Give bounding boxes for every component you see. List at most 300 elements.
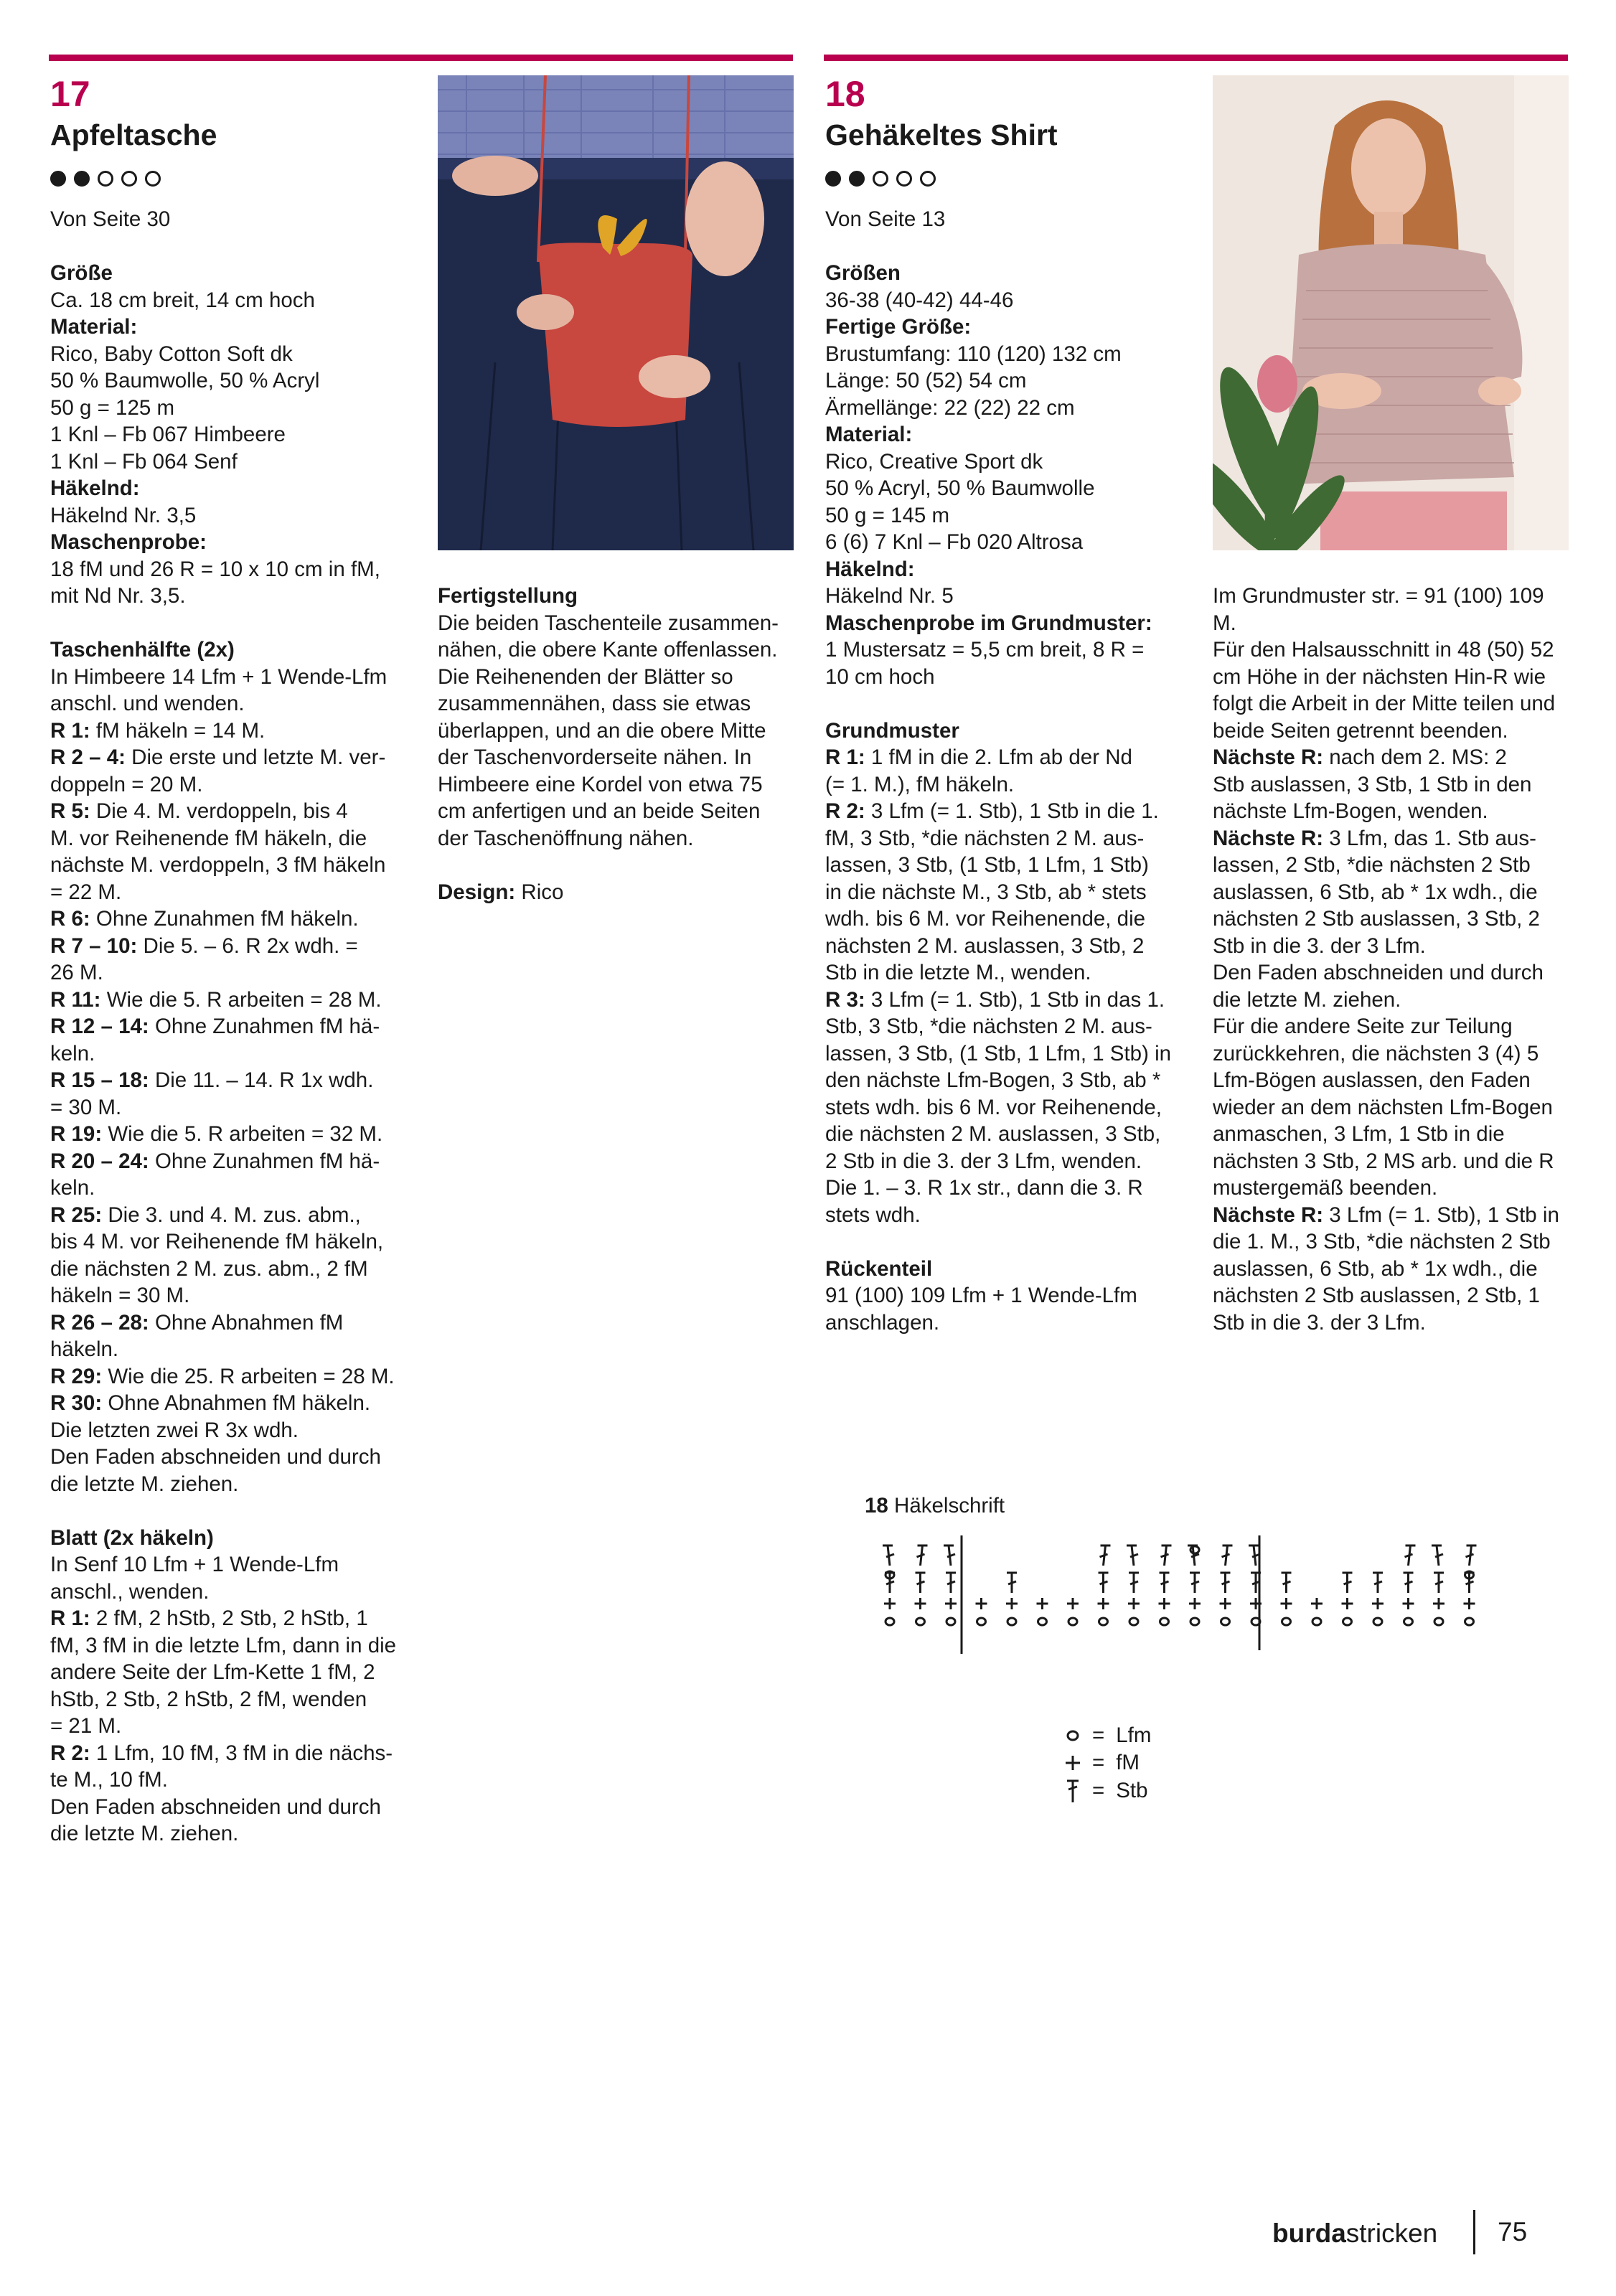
legend-eq: = xyxy=(1092,1723,1105,1747)
text-line xyxy=(50,529,396,556)
text-line xyxy=(438,583,779,610)
text-line xyxy=(50,1659,396,1686)
line-text: anschl., wenden. xyxy=(50,1579,210,1604)
text-line xyxy=(825,718,1171,745)
line-text: fM häkeln = 14 M. xyxy=(90,718,266,743)
pattern-title-left: Apfeltasche xyxy=(50,118,217,151)
line-text: Die 11. – 14. R 1x wdh. xyxy=(149,1068,374,1092)
bold-lead: R 6: xyxy=(50,907,90,931)
text-line xyxy=(1213,718,1559,745)
line-text: den nächste Lfm-Bogen, 3 Stb, ab * xyxy=(825,1068,1161,1092)
bag-photo-illustration xyxy=(438,75,794,550)
chain-stitch-symbol xyxy=(1007,1618,1016,1625)
chart-label-number: 18 xyxy=(865,1494,888,1518)
line-text: 2 Stb in die 3. der 3 Lfm, wenden. xyxy=(825,1149,1142,1173)
difficulty-dot-empty xyxy=(920,171,936,187)
line-text: Die Reihenenden der Blätter so xyxy=(438,664,733,689)
text-line xyxy=(825,1309,1171,1337)
line-text: 50 g = 145 m xyxy=(825,503,950,527)
line-text: 1 fM in die 2. Lfm ab der Nd xyxy=(865,745,1132,769)
line-text: cm Höhe in der nächsten Hin-R wie xyxy=(1213,664,1546,689)
text-line xyxy=(50,1471,396,1498)
line-text: = 21 M. xyxy=(50,1714,122,1738)
line-text: nächsten 2 M. auslassen, 3 Stb, 2 xyxy=(825,933,1145,958)
text-line xyxy=(50,260,396,287)
bold-lead: R 26 – 28: xyxy=(50,1310,149,1335)
chart-label xyxy=(865,1492,1005,1520)
single-crochet-icon xyxy=(1062,1752,1084,1774)
line-text: der Taschenvorderseite nähen. In xyxy=(438,745,752,769)
line-text: keln. xyxy=(50,1176,95,1200)
line-text: cm anfertigen und an beide Seiten xyxy=(438,799,761,823)
line-text: nächsten 2 Stb auslassen, 3 Stb, 2 xyxy=(1213,907,1540,931)
text-line xyxy=(50,798,396,825)
line-text: Ärmellänge: 22 (22) 22 cm xyxy=(825,395,1075,420)
line-text: nächsten 3 Stb, 2 MS arb. und die R xyxy=(1213,1149,1554,1173)
line-text: Die 4. M. verdoppeln, bis 4 xyxy=(90,799,348,823)
text-line xyxy=(825,879,1171,906)
accent-bar-left xyxy=(49,55,793,61)
double-crochet-symbol xyxy=(946,1573,956,1593)
bold-lead: R 20 – 24: xyxy=(50,1149,149,1173)
line-text: die nächsten 2 M. auslassen, 3 Stb, xyxy=(825,1122,1161,1146)
bold-lead: R 2: xyxy=(825,799,865,823)
crochet-chart xyxy=(861,1535,1493,1679)
shirt-photo xyxy=(1213,75,1569,550)
text-line xyxy=(1213,1309,1559,1337)
line-text: doppeln = 20 M. xyxy=(50,772,203,796)
difficulty-dot-empty xyxy=(145,171,161,187)
chain-stitch-symbol xyxy=(946,1618,955,1625)
text-line xyxy=(50,852,396,879)
line-text: = 22 M. xyxy=(50,880,122,904)
text-line xyxy=(438,798,779,825)
text-line xyxy=(50,1013,396,1040)
bold-lead: R 3: xyxy=(825,987,865,1012)
bold-lead: Nächste R: xyxy=(1213,1203,1324,1227)
text-line xyxy=(1213,879,1559,906)
line-text: häkeln. xyxy=(50,1337,119,1361)
text-line xyxy=(1213,583,1559,610)
page-number: 75 xyxy=(1498,2217,1528,2246)
double-crochet-symbol xyxy=(1099,1573,1109,1593)
bold-lead: R 11: xyxy=(50,987,101,1012)
bold-lead: Größen xyxy=(825,261,901,285)
line-text: Stb auslassen, 3 Stb, 1 Stb in den xyxy=(1213,772,1532,796)
text-line xyxy=(50,1417,396,1444)
line-text: mit Nd Nr. 3,5. xyxy=(50,584,186,608)
line-text: 50 g = 125 m xyxy=(50,395,175,420)
difficulty-dot-filled xyxy=(825,171,841,187)
text-line xyxy=(50,744,396,771)
difficulty-rating-left xyxy=(50,171,161,187)
text-line xyxy=(50,1578,396,1606)
line-text: Häkelnd Nr. 5 xyxy=(825,584,954,608)
line-text: zurückkehren, die nächsten 3 (4) 5 xyxy=(1213,1041,1539,1065)
text-line xyxy=(50,1632,396,1660)
bold-lead: Material: xyxy=(825,423,913,446)
single-crochet-symbol xyxy=(1342,1598,1353,1609)
line-text: Ca. 18 cm breit, 14 cm hoch xyxy=(50,288,315,312)
difficulty-dot-filled xyxy=(50,171,66,187)
line-text: Stb in die 3. der 3 Lfm. xyxy=(1213,933,1426,958)
line-text: überlappen, und an die obere Mitte xyxy=(438,718,766,743)
bold-lead: Häkelnd: xyxy=(825,557,915,581)
double-crochet-symbol xyxy=(917,1545,928,1566)
line-text: M. xyxy=(1213,611,1236,635)
text-line xyxy=(825,1175,1171,1202)
single-crochet-symbol xyxy=(884,1598,896,1609)
text-line xyxy=(50,583,396,610)
double-crochet-symbol xyxy=(944,1545,955,1566)
legend-row-dc xyxy=(1062,1778,1148,1804)
text-line xyxy=(438,771,779,799)
text-line xyxy=(825,260,1171,287)
bold-lead: Material: xyxy=(50,315,138,339)
bold-lead: Blatt (2x häkeln) xyxy=(50,1525,214,1550)
line-text: die letzte M. ziehen. xyxy=(50,1822,239,1845)
text-line xyxy=(825,1067,1171,1094)
line-text: folgt die Arbeit in der Mitte teilen und xyxy=(1213,692,1556,715)
line-text: lassen, 3 Stb, (1 Stb, 1 Lfm, 1 Stb) in xyxy=(825,1041,1172,1065)
line-text: Himbeere eine Kordel von etwa 75 xyxy=(438,772,763,796)
text-line xyxy=(825,1040,1171,1068)
text-line xyxy=(1213,744,1559,771)
bold-lead: Größe xyxy=(50,261,113,285)
text-line xyxy=(825,367,1171,395)
line-text: stets wdh. xyxy=(825,1203,921,1227)
line-text: nähen, die obere Kante offenlassen. xyxy=(438,638,778,662)
line-text: 10 cm hoch xyxy=(825,664,935,689)
double-crochet-symbol xyxy=(1434,1573,1444,1593)
line-text: 50 % Acryl, 50 % Baumwolle xyxy=(825,476,1095,500)
source-reference-left: Von Seite 30 xyxy=(50,207,171,231)
text-line xyxy=(50,367,396,395)
bold-lead: Taschenhälfte (2x) xyxy=(50,638,235,662)
chart-label-text: Häkelschrift xyxy=(894,1494,1005,1518)
single-crochet-symbol xyxy=(1067,1598,1079,1609)
single-crochet-symbol xyxy=(1403,1598,1414,1609)
bold-lead: Maschenprobe im Grundmuster: xyxy=(825,611,1152,635)
line-text: Die 3. und 4. M. zus. abm., xyxy=(102,1203,361,1227)
text-line xyxy=(50,1148,396,1175)
line-text: häkeln = 30 M. xyxy=(50,1284,190,1307)
line-text: Die erste und letzte M. ver- xyxy=(125,745,386,769)
single-crochet-symbol xyxy=(1128,1598,1140,1609)
text-line xyxy=(1213,825,1559,852)
text-line xyxy=(50,1794,396,1821)
line-text: wieder an dem nächsten Lfm-Bogen xyxy=(1213,1095,1553,1119)
text-line xyxy=(1213,1067,1559,1094)
chain-stitch-symbol xyxy=(977,1618,986,1625)
chain-stitch-symbol xyxy=(1190,1618,1199,1625)
text-line xyxy=(50,1525,396,1552)
bold-lead: R 1: xyxy=(825,745,865,769)
text-line xyxy=(825,771,1171,799)
text-line xyxy=(438,690,779,718)
line-text: 3 Lfm, das 1. Stb aus- xyxy=(1323,826,1536,850)
difficulty-dot-empty xyxy=(896,171,912,187)
text-line xyxy=(438,879,779,906)
text-line xyxy=(825,287,1171,314)
line-text: Den Faden abschneiden und durch xyxy=(1213,961,1544,984)
line-text: 26 M. xyxy=(50,961,103,984)
legend-eq: = xyxy=(1092,1779,1105,1802)
line-text: Stb in die letzte M., wenden. xyxy=(825,961,1091,984)
bold-lead: R 2: xyxy=(50,1741,90,1765)
text-line xyxy=(50,1094,396,1121)
text-line xyxy=(438,610,779,637)
line-text: 18 fM und 26 R = 10 x 10 cm in fM, xyxy=(50,557,380,581)
text-line xyxy=(825,502,1171,530)
line-text: 6 (6) 7 Knl – Fb 020 Altrosa xyxy=(825,530,1084,554)
text-line xyxy=(825,1228,1171,1256)
text-line xyxy=(825,1013,1171,1040)
text-line xyxy=(50,1740,396,1767)
difficulty-dot-filled xyxy=(849,171,865,187)
text-line xyxy=(825,987,1171,1014)
line-text: 36-38 (40-42) 44-46 xyxy=(825,288,1014,312)
legend-name: Stb xyxy=(1116,1779,1148,1802)
text-line xyxy=(825,744,1171,771)
instructions-column-3 xyxy=(825,260,1171,1336)
chain-stitch-symbol xyxy=(885,1618,894,1625)
line-text: In Senf 10 Lfm + 1 Wende-Lfm xyxy=(50,1553,339,1576)
double-crochet-icon xyxy=(1062,1778,1084,1804)
text-line xyxy=(1213,690,1559,718)
chain-stitch-symbol xyxy=(1434,1618,1443,1625)
line-text: Häkelnd Nr. 3,5 xyxy=(50,503,197,527)
line-text: die letzte M. ziehen. xyxy=(1213,987,1401,1012)
single-crochet-symbol xyxy=(1189,1598,1201,1609)
line-text: Ohne Abnahmen fM xyxy=(149,1310,344,1335)
text-line xyxy=(50,448,396,476)
bold-lead: R 15 – 18: xyxy=(50,1068,149,1092)
text-line xyxy=(50,314,396,341)
single-crochet-symbol xyxy=(945,1598,957,1609)
single-crochet-symbol xyxy=(1433,1598,1444,1609)
line-text: Rico, Creative Sport dk xyxy=(825,449,1043,474)
line-text: andere Seite der Lfm-Kette 1 fM, 2 xyxy=(50,1660,375,1684)
brand-bold: burda xyxy=(1272,2219,1346,2248)
line-text: die 1. M., 3 Stb, *die nächsten 2 Stb xyxy=(1213,1230,1551,1253)
difficulty-rating-right xyxy=(825,171,936,187)
line-text: Stb, 3 Stb, *die nächsten 2 M. aus- xyxy=(825,1015,1152,1038)
text-line xyxy=(50,987,396,1014)
line-text: nächste Lfm-Bogen, wenden. xyxy=(1213,799,1488,823)
text-line xyxy=(825,475,1171,502)
text-line xyxy=(825,448,1171,476)
legend-row-chain xyxy=(1062,1723,1151,1748)
line-text: die letzte M. ziehen. xyxy=(50,1472,239,1496)
legend-row-sc xyxy=(1062,1751,1140,1775)
text-line xyxy=(1213,1228,1559,1256)
bold-lead: R 19: xyxy=(50,1122,103,1146)
text-line xyxy=(1213,1202,1559,1229)
line-text: 1 Lfm, 10 fM, 3 fM in die nächs- xyxy=(90,1741,393,1765)
line-text: Ohne Abnahmen fM häkeln. xyxy=(102,1391,371,1415)
line-text: stets wdh. bis 6 M. vor Reihenende, xyxy=(825,1095,1162,1119)
single-crochet-symbol xyxy=(976,1598,987,1609)
text-line xyxy=(825,421,1171,448)
text-line xyxy=(50,1175,396,1202)
line-text: Länge: 50 (52) 54 cm xyxy=(825,369,1027,392)
text-line xyxy=(50,1228,396,1256)
chain-stitch-symbol xyxy=(1343,1618,1352,1625)
line-text: te M., 10 fM. xyxy=(50,1768,168,1792)
difficulty-dot-empty xyxy=(121,171,137,187)
text-line xyxy=(50,421,396,448)
double-crochet-symbol xyxy=(1404,1573,1414,1593)
double-crochet-symbol xyxy=(1405,1545,1416,1566)
text-line xyxy=(438,636,779,664)
double-crochet-symbol xyxy=(1100,1545,1111,1566)
pattern-number-right: 18 xyxy=(825,74,865,114)
double-crochet-symbol xyxy=(1190,1573,1200,1593)
line-text: keln. xyxy=(50,1041,95,1065)
bold-lead: R 7 – 10: xyxy=(50,933,138,958)
text-line xyxy=(50,556,396,583)
line-text: Die beiden Taschenteile zusammen- xyxy=(438,611,779,635)
line-text: In Himbeere 14 Lfm + 1 Wende-Lfm xyxy=(50,664,387,689)
single-crochet-symbol xyxy=(1464,1598,1475,1609)
single-crochet-symbol xyxy=(1220,1598,1231,1609)
line-text: 3 Lfm (= 1. Stb), 1 Stb in xyxy=(1323,1203,1559,1227)
line-text: Im Grundmuster str. = 91 (100) 109 xyxy=(1213,584,1544,608)
text-line xyxy=(825,798,1171,825)
line-text: der Taschenöffnung nähen. xyxy=(438,826,694,850)
line-text: Den Faden abschneiden und durch xyxy=(50,1445,381,1469)
text-line xyxy=(50,1686,396,1713)
text-line xyxy=(50,1202,396,1229)
text-line xyxy=(1213,905,1559,933)
text-line xyxy=(50,933,396,960)
text-line xyxy=(50,1256,396,1283)
text-line xyxy=(825,852,1171,879)
difficulty-dot-empty xyxy=(873,171,888,187)
bold-lead: R 12 – 14: xyxy=(50,1015,149,1038)
text-line xyxy=(825,1094,1171,1121)
chain-stitch-symbol xyxy=(1404,1618,1413,1625)
bold-lead: R 29: xyxy=(50,1364,103,1388)
line-text: hStb, 2 Stb, 2 hStb, 2 fM, wenden xyxy=(50,1687,367,1711)
line-text: Ohne Zunahmen fM hä- xyxy=(149,1149,380,1173)
instructions-column-1 xyxy=(50,260,396,1848)
line-text: lassen, 3 Stb, (1 Stb, 1 Lfm, 1 Stb) xyxy=(825,853,1149,877)
text-line xyxy=(825,636,1171,664)
text-line xyxy=(50,610,396,637)
text-line xyxy=(50,1766,396,1794)
double-crochet-symbol xyxy=(1466,1545,1477,1566)
single-crochet-symbol xyxy=(1037,1598,1048,1609)
double-crochet-symbol xyxy=(1373,1573,1383,1593)
footer-separator xyxy=(1473,2210,1475,2254)
text-line xyxy=(1213,933,1559,960)
line-text: Wie die 5. R arbeiten = 32 M. xyxy=(102,1122,383,1146)
line-text: mustergemäß beenden. xyxy=(1213,1176,1438,1200)
line-text: fM, 3 fM in die letzte Lfm, dann in die xyxy=(50,1633,397,1657)
legend-name: fM xyxy=(1116,1751,1140,1774)
line-text: 3 Lfm (= 1. Stb), 1 Stb in die 1. xyxy=(865,799,1159,823)
text-line xyxy=(1213,1094,1559,1121)
double-crochet-symbol xyxy=(1161,1545,1172,1566)
double-crochet-symbol xyxy=(1188,1545,1199,1566)
line-text: nächsten 2 Stb auslassen, 2 Stb, 1 xyxy=(1213,1284,1540,1307)
text-line xyxy=(50,1282,396,1309)
line-text: = 30 M. xyxy=(50,1095,122,1119)
magazine-brand xyxy=(1272,2219,1437,2249)
bold-lead: R 25: xyxy=(50,1203,103,1227)
bold-lead: R 1: xyxy=(50,718,90,743)
line-text: Rico xyxy=(515,880,564,904)
text-line xyxy=(1213,636,1559,664)
single-crochet-symbol xyxy=(1281,1598,1292,1609)
text-line xyxy=(1213,987,1559,1014)
double-crochet-symbol xyxy=(1343,1573,1353,1593)
chain-stitch-symbol xyxy=(1068,1618,1077,1625)
text-line xyxy=(50,1363,396,1391)
bold-lead: R 1: xyxy=(50,1606,90,1630)
text-line xyxy=(825,529,1171,556)
line-text: 50 % Baumwolle, 50 % Acryl xyxy=(50,369,320,392)
text-line xyxy=(50,718,396,745)
text-line xyxy=(50,1605,396,1632)
text-line xyxy=(50,1121,396,1148)
text-line xyxy=(1213,1040,1559,1068)
shirt-photo-illustration xyxy=(1213,75,1569,550)
legend-name: Lfm xyxy=(1116,1723,1152,1747)
double-crochet-symbol xyxy=(1222,1545,1233,1566)
line-text: 1 Knl – Fb 067 Himbeere xyxy=(50,423,286,446)
text-line xyxy=(50,1497,396,1525)
chain-stitch-symbol xyxy=(1282,1618,1291,1625)
text-line xyxy=(50,879,396,906)
text-line xyxy=(825,341,1171,368)
double-crochet-symbol xyxy=(1160,1573,1170,1593)
text-line xyxy=(1213,1121,1559,1148)
text-line xyxy=(825,583,1171,610)
single-crochet-symbol xyxy=(1159,1598,1170,1609)
text-line xyxy=(50,905,396,933)
bold-lead: Fertige Größe: xyxy=(825,315,972,339)
text-line xyxy=(825,314,1171,341)
text-line xyxy=(50,1713,396,1740)
line-text: Wie die 25. R arbeiten = 28 M. xyxy=(102,1364,395,1388)
line-text: beide Seiten getrennt beenden. xyxy=(1213,718,1508,743)
text-line xyxy=(50,1067,396,1094)
text-line xyxy=(50,1390,396,1417)
bold-lead: Rückenteil xyxy=(825,1256,933,1281)
legend-eq: = xyxy=(1092,1751,1105,1774)
bold-lead: R 5: xyxy=(50,799,90,823)
line-text: nach dem 2. MS: 2 xyxy=(1323,745,1507,769)
line-text: Die 5. – 6. R 2x wdh. = xyxy=(137,933,358,958)
bold-lead: Nächste R: xyxy=(1213,745,1324,769)
text-line xyxy=(1213,1282,1559,1309)
text-line xyxy=(825,933,1171,960)
line-text: 2 fM, 2 hStb, 2 Stb, 2 hStb, 1 xyxy=(90,1606,368,1630)
text-line xyxy=(50,1820,396,1848)
text-line xyxy=(825,825,1171,852)
pattern-number-left: 17 xyxy=(50,74,90,114)
text-line xyxy=(825,959,1171,987)
text-line xyxy=(1213,610,1559,637)
line-text: lassen, 2 Stb, *die nächsten 2 Stb xyxy=(1213,853,1531,877)
line-text: auslassen, 6 Stb, ab * 1x wdh., die xyxy=(1213,880,1538,904)
line-text: Für die andere Seite zur Teilung xyxy=(1213,1015,1513,1038)
line-text: Lfm-Bögen auslassen, den Faden xyxy=(1213,1068,1531,1092)
double-crochet-symbol xyxy=(1127,1545,1138,1566)
